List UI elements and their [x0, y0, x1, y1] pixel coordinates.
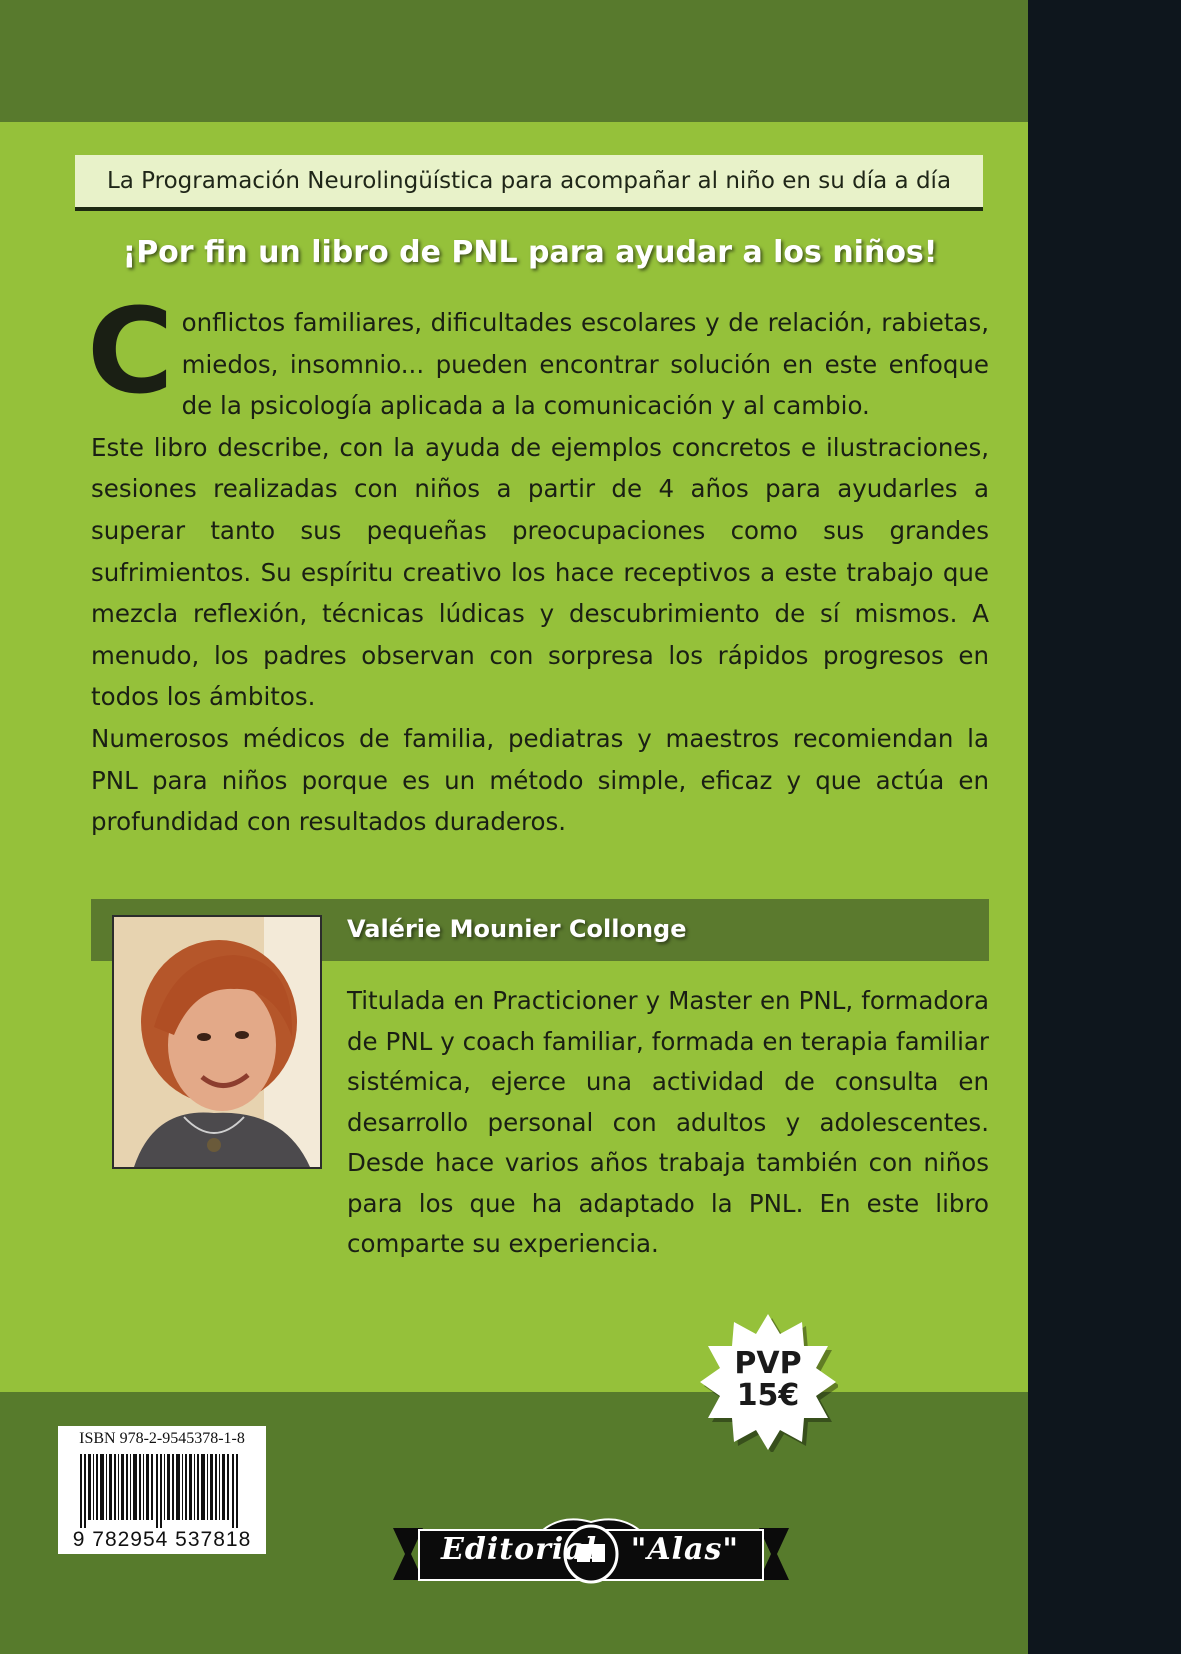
tagline-text: La Programación Neurolingüística para acompañar al niño en su día a día [106, 168, 952, 194]
barcode-box [58, 1426, 266, 1554]
blurb-paragraph-2: Este libro describe, con la ayuda de ejemplos concretos e ilustraciones, sesiones realizadas con niños a partir de 4 años para ayudarles a superar tanto sus pequeñas preocupaciones como sus grandes sufrimientos. Su espíritu creativo los hace receptivos a este trabajo que mezcla reflexión, técnicas lúdicas y descubrimiento de sí mismos. A menudo, los padres observan con sorpresa los rápidos progresos en todos los ámbitos. [91, 432, 989, 712]
author-name: Valérie Mounier Collonge [347, 915, 687, 943]
barcode-icon [80, 1454, 244, 1528]
author-photo [112, 915, 322, 1169]
blurb-paragraph-1-text: onflictos familiares, dificultades escolares y de relación, rabietas, miedos, insomnio... pueden encontrar solución en este enfoque de la psicología aplicada a la comunicación y al cambio. [181, 308, 989, 421]
blurb-text [87, 282, 989, 843]
barcode-digits: 9 782954 537818 [72, 1528, 252, 1551]
top-band [0, 0, 1028, 122]
price-line-2: 15€ [736, 1378, 800, 1413]
tagline-box [75, 155, 983, 211]
blurb-paragraph-1 [87, 282, 989, 427]
portrait-illustration [114, 917, 320, 1167]
blurb-paragraph-3: Numerosos médicos de familia, pediatras y maestros recomiendan la PNL para niños porque es un método simple, eficaz y que actúa en profundidad con resultados duraderos. [91, 723, 989, 837]
author-bio: Titulada en Practicioner y Master en PNL, formadora de PNL y coach familiar, formada en terapia familiar sistémica, ejerce una actividad de consulta en desarrollo personal con adultos y adolescentes. Desde hace varios años trabaja también con niños para los que ha adaptado la PNL. En este libro comparte su experiencia. [347, 986, 989, 1258]
publisher-name-left: Editorial [441, 1532, 598, 1567]
publisher-name-right: "Alas" [630, 1532, 739, 1567]
book-spine [1028, 0, 1181, 1654]
isbn-label: ISBN 978-2-9545378-1-8 [79, 1430, 245, 1447]
drop-cap: C [87, 282, 174, 420]
price-line-1: PVP [734, 1346, 802, 1381]
price-label [698, 1348, 838, 1412]
headline: ¡Por fin un libro de PNL para ayudar a los niños! [122, 235, 938, 270]
publisher-name [393, 1532, 789, 1576]
